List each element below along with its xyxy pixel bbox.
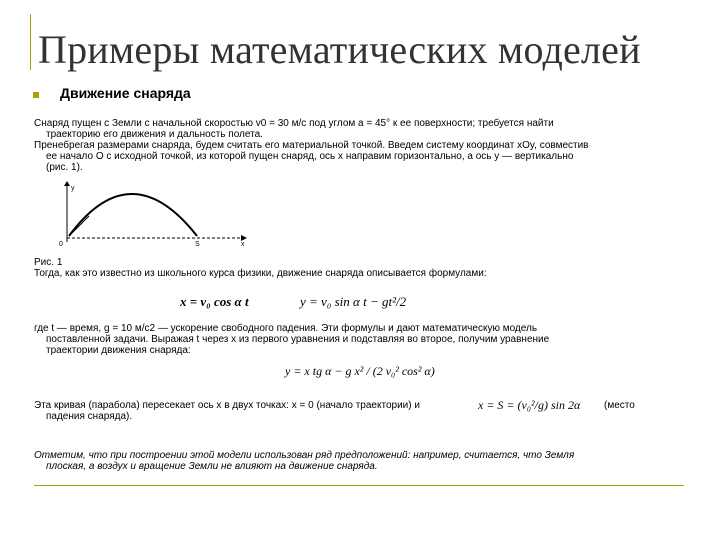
formula-x [180,294,249,310]
label-s: S [195,241,200,248]
formula-y [300,294,406,310]
paragraph-parabola [34,400,464,422]
velocity-arrow [69,216,89,236]
formula-y-text: y = v₀ sin α t − gt²/2 [300,294,407,309]
text-line: (рис. 1). [46,162,83,173]
trajectory-curve [69,194,197,236]
text-line: траектории движения снаряда: [46,345,191,356]
text-line: где t — время, g = 10 м/с2 — ускорение свободного падения. Эти формулы и дают математическую модель [34,323,538,334]
text-line: поставленной задачи. Выражая t через х из первого уравнения и подставляя во второе, получим уравнение [46,334,550,345]
text-line: траекторию его движения и дальность полета. [46,129,263,140]
text-line: Тогда, как это известно из школьного курса физики, движение снаряда описывается формулами: [34,268,487,279]
formula-range-text: x = S = (v₀²/g) sin 2α [478,398,581,412]
text-line: Пренебрегая размерами снаряда, будем считать его материальной точкой. Введем систему координат xOy, совместив [34,140,589,151]
formula-trajectory [285,364,435,379]
formula-trajectory-text: y = x tg α − g x² / (2 v₀² cos² α) [285,364,435,378]
text-line: ее начало О с исходной точкой, из которой пущен снаряд, ось х направим горизонтально, а ось у — вертикально [46,151,574,162]
text-line: Отметим, что при построении этой модели использован ряд предположений: например, считается, что Земля [34,450,575,461]
slide-subtitle: Движение снаряда [60,85,191,101]
text-line: падения снаряда). [46,411,133,422]
paragraph-model [34,323,694,356]
y-axis-arrow-icon [64,181,70,186]
accent-vertical-line [30,14,31,70]
label-y: y [71,185,75,192]
bullet-square-icon [33,92,39,98]
paragraph-caption [34,257,694,279]
trajectory-figure [55,180,275,250]
label-origin: 0 [59,241,63,248]
paragraph-assumptions [34,450,694,472]
label-x: x [241,241,245,248]
text-place-suffix: (место [604,400,635,411]
formula-range [478,398,580,413]
accent-bottom-line [34,485,684,486]
text-line: Снаряд пущен с Земли с начальной скоростью v0 = 30 м/с под углом a = 45° к ее поверхности; требуется найти [34,118,554,129]
text-line: плоская, а воздух и вращение Земли не влияют на движение снаряда. [46,461,378,472]
formula-x-text: x = v₀ cos α t [180,294,249,309]
figure-caption: Рис. 1 [34,257,63,268]
paragraph-problem [34,118,694,173]
text-line: Эта кривая (парабола) пересекает ось х в двух точках: х = 0 (начало траектории) и [34,400,420,411]
slide-title: Примеры математических моделей [38,27,641,72]
